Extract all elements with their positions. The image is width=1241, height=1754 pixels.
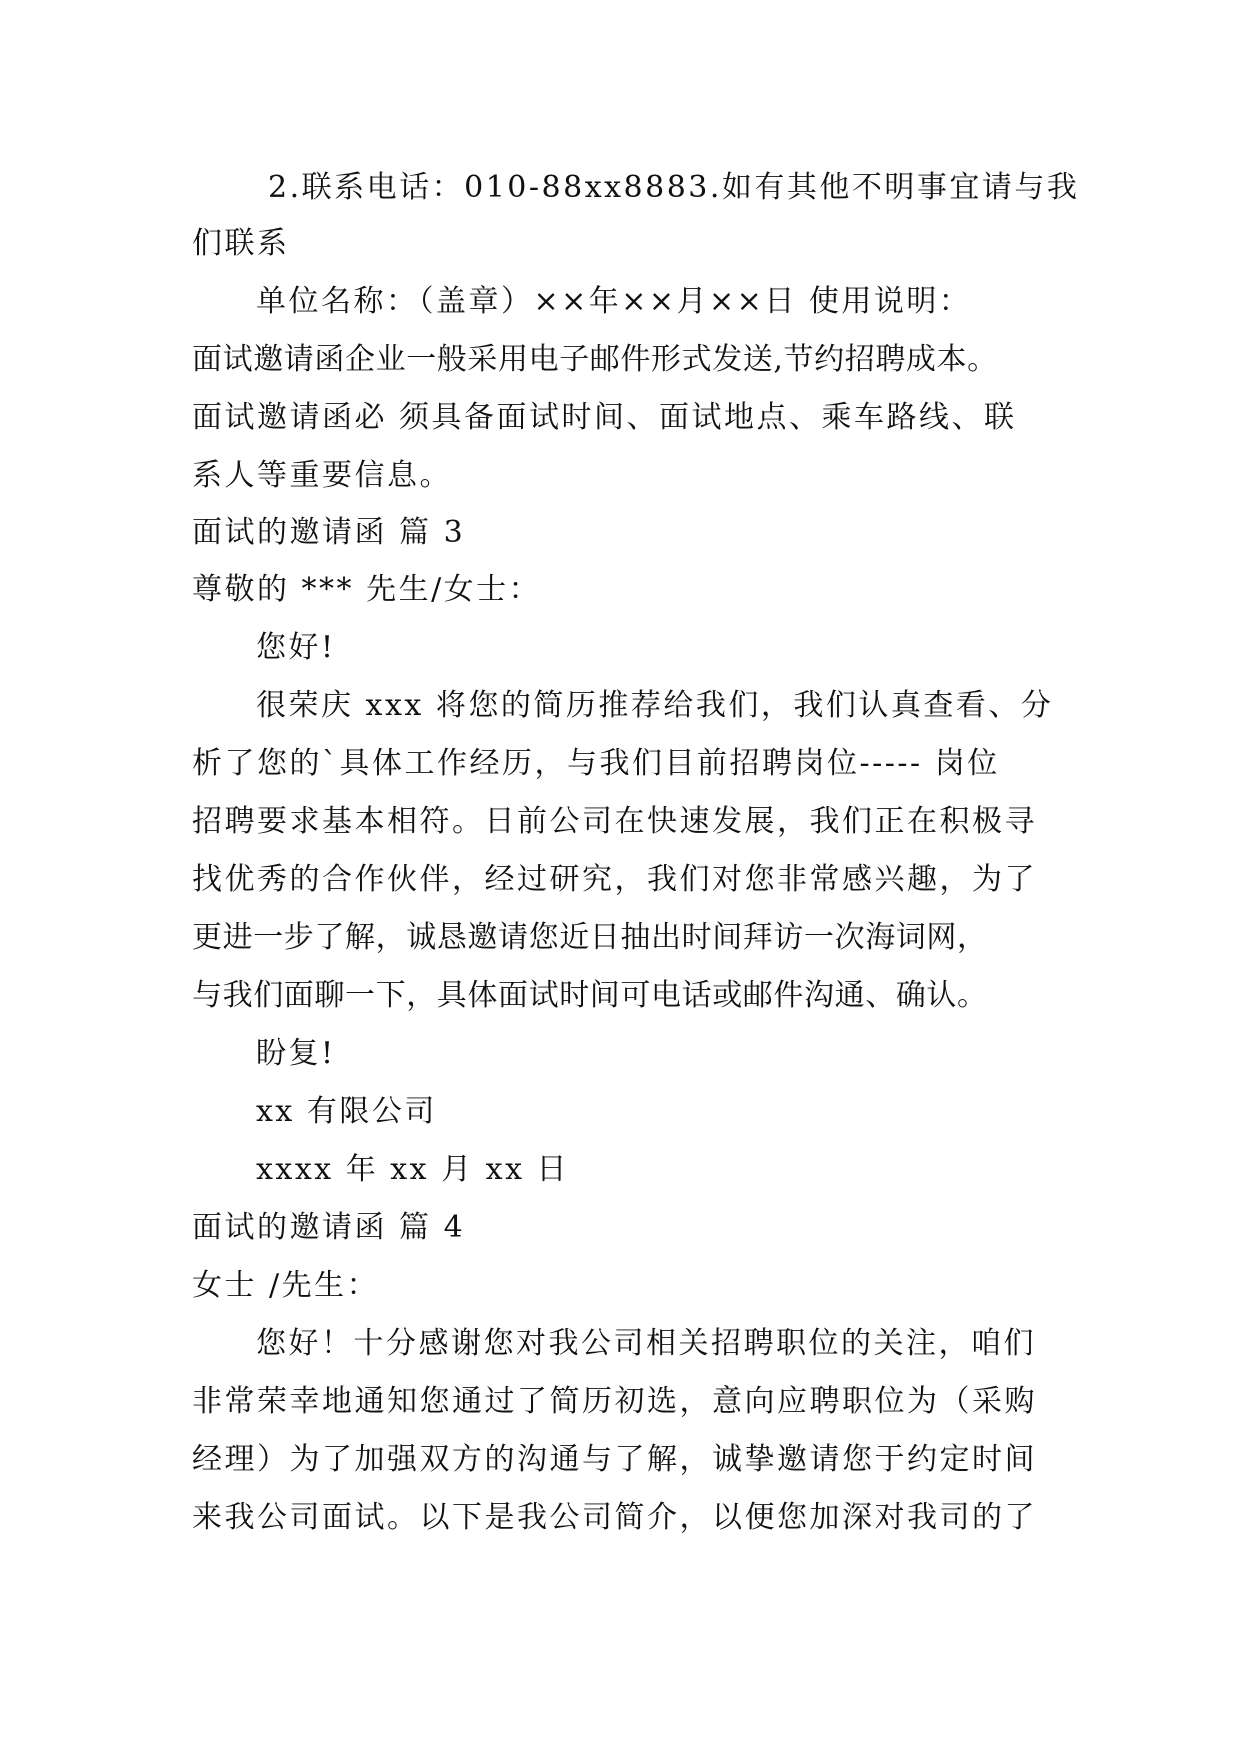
body-4-line-2: 非常荣幸地通知您通过了简历初选，意向应聘职位为（采购 — [192, 1384, 1037, 1419]
body-4-line-3: 经理）为了加强双方的沟通与了解，诚挚邀请您于约定时间 — [192, 1442, 1037, 1477]
contact-phone-line: 2.联系电话：010-88xx8883.如有其他不明事宜请与我 — [268, 170, 1080, 205]
body-3-line-6: 与我们面聊一下，具体面试时间可电话或邮件沟通、确认。 — [192, 978, 988, 1013]
date-3: xxxx 年 xx 月 xx 日 — [256, 1152, 570, 1187]
body-4-line-1: 您好！十分感谢您对我公司相关招聘职位的关注，咱们 — [256, 1326, 1036, 1361]
salutation-3: 尊敬的 *** 先生/女士： — [192, 572, 542, 607]
company-name-3: xx 有限公司 — [256, 1094, 437, 1129]
closing-3: 盼复! — [256, 1036, 336, 1071]
company-seal-line: 单位名称：（盖章）××年××月××日 使用说明： — [256, 284, 972, 319]
body-4-line-4: 来我公司面试。以下是我公司简介，以便您加深对我司的了 — [192, 1500, 1037, 1535]
body-3-line-3: 招聘要求基本相符。日前公司在快速发展，我们正在积极寻 — [192, 804, 1037, 839]
body-3-line-2: 析了您的`具体工作经历，与我们目前招聘岗位----- 岗位 — [192, 746, 1000, 781]
usage-note-line-1: 面试邀请函企业一般采用电子邮件形式发送,节约招聘成本。 — [192, 342, 998, 377]
usage-note-line-3: 系人等重要信息。 — [192, 458, 452, 493]
greeting-3: 您好! — [256, 630, 336, 665]
section-heading-4: 面试的邀请函 篇 4 — [192, 1210, 466, 1245]
body-3-line-1: 很荣庆 xxx 将您的简历推荐给我们，我们认真查看、分 — [256, 688, 1054, 723]
salutation-4: 女士 /先生： — [192, 1268, 380, 1303]
body-3-line-5: 更进一步了解，诚恳邀请您近日抽出时间拜访一次海词网， — [192, 920, 988, 955]
body-3-line-4: 找优秀的合作伙伴，经过研究，我们对您非常感兴趣，为了 — [192, 862, 1037, 897]
usage-note-line-2: 面试邀请函必 须具备面试时间、面试地点、乘车路线、联 — [192, 400, 1017, 435]
contact-continuation-line: 们联系 — [192, 226, 290, 261]
section-heading-3: 面试的邀请函 篇 3 — [192, 515, 466, 550]
